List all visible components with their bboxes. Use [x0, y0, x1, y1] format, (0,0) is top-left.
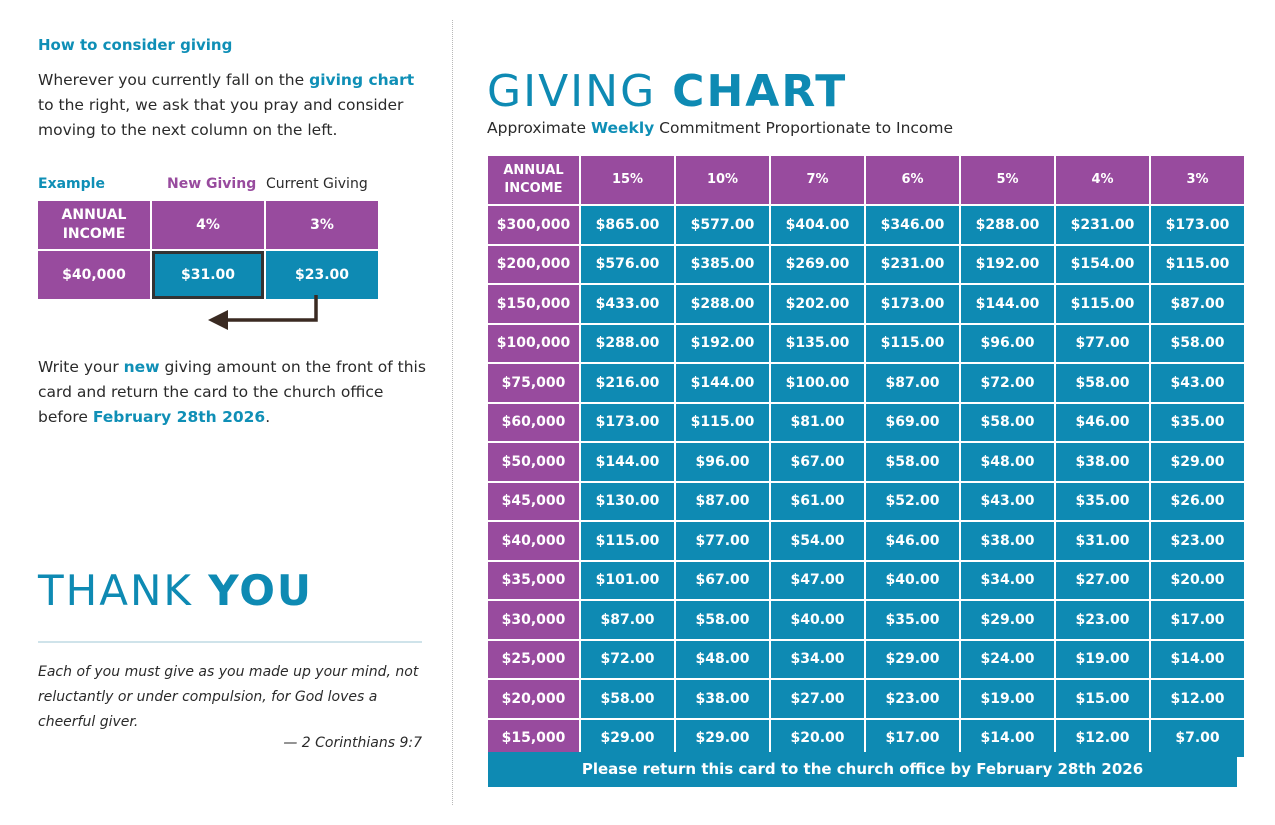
- amount-cell: $269.00: [771, 246, 864, 284]
- income-cell: $75,000: [488, 364, 579, 402]
- amount-cell: $38.00: [1056, 443, 1149, 481]
- amount-cell: $72.00: [961, 364, 1054, 402]
- amount-cell: $29.00: [581, 720, 674, 758]
- giving-chart-subtitle: Approximate Weekly Commitment Proportionate to Income: [487, 119, 954, 137]
- amount-cell: $87.00: [676, 483, 769, 521]
- income-cell: $15,000: [488, 720, 579, 758]
- amount-cell: $144.00: [581, 443, 674, 481]
- table-row: [488, 522, 1244, 560]
- example-header-new: 4%: [152, 201, 264, 249]
- table-row: [488, 246, 1244, 284]
- amount-cell: $7.00: [1151, 720, 1244, 758]
- amount-cell: $231.00: [1056, 206, 1149, 244]
- intro-text-pre: Wherever you currently fall on the: [38, 71, 310, 89]
- amount-cell: $23.00: [866, 680, 959, 718]
- amount-cell: $46.00: [866, 522, 959, 560]
- amount-cell: $14.00: [961, 720, 1054, 758]
- amount-cell: $19.00: [961, 680, 1054, 718]
- amount-cell: $87.00: [1151, 285, 1244, 323]
- amount-cell: $23.00: [1056, 601, 1149, 639]
- amount-cell: $288.00: [676, 285, 769, 323]
- income-cell: $45,000: [488, 483, 579, 521]
- current-giving-label: Current Giving: [266, 176, 368, 192]
- amount-cell: $144.00: [961, 285, 1054, 323]
- amount-cell: $81.00: [771, 404, 864, 442]
- example-label: Example: [38, 176, 105, 192]
- amount-cell: $87.00: [581, 601, 674, 639]
- chart-header-pct: 15%: [581, 156, 674, 204]
- table-row: [488, 404, 1244, 442]
- example-current-amount: $23.00: [266, 251, 378, 299]
- example-table: [36, 199, 380, 301]
- amount-cell: $77.00: [1056, 325, 1149, 363]
- amount-cell: $577.00: [676, 206, 769, 244]
- amount-cell: $43.00: [961, 483, 1054, 521]
- chart-header-pct: 4%: [1056, 156, 1149, 204]
- amount-cell: $144.00: [676, 364, 769, 402]
- amount-cell: $29.00: [866, 641, 959, 679]
- amount-cell: $38.00: [961, 522, 1054, 560]
- amount-cell: $58.00: [866, 443, 959, 481]
- amount-cell: $192.00: [961, 246, 1054, 284]
- consider-heading: How to consider giving: [38, 36, 233, 54]
- move-left-arrow-icon: [198, 290, 328, 335]
- amount-cell: $35.00: [866, 601, 959, 639]
- amount-cell: $43.00: [1151, 364, 1244, 402]
- amount-cell: $101.00: [581, 562, 674, 600]
- amount-cell: $135.00: [771, 325, 864, 363]
- chart-header-pct: 6%: [866, 156, 959, 204]
- amount-cell: $173.00: [866, 285, 959, 323]
- amount-cell: $14.00: [1151, 641, 1244, 679]
- amount-cell: $58.00: [961, 404, 1054, 442]
- amount-cell: $35.00: [1151, 404, 1244, 442]
- amount-cell: $17.00: [866, 720, 959, 758]
- amount-cell: $48.00: [676, 641, 769, 679]
- amount-cell: $115.00: [866, 325, 959, 363]
- amount-cell: $96.00: [961, 325, 1054, 363]
- new-giving-label: New Giving: [167, 176, 257, 192]
- intro-text-post: to the right, we ask that you pray and consider moving to the next column on the left.: [38, 96, 404, 139]
- amount-cell: $69.00: [866, 404, 959, 442]
- amount-cell: $61.00: [771, 483, 864, 521]
- amount-cell: $130.00: [581, 483, 674, 521]
- amount-cell: $216.00: [581, 364, 674, 402]
- write-instructions: Write your new giving amount on the front of this card and return the card to the church office before February 28th 2026.: [38, 358, 426, 426]
- amount-cell: $34.00: [961, 562, 1054, 600]
- income-cell: $20,000: [488, 680, 579, 718]
- amount-cell: $47.00: [771, 562, 864, 600]
- amount-cell: $40.00: [866, 562, 959, 600]
- amount-cell: $115.00: [581, 522, 674, 560]
- income-cell: $60,000: [488, 404, 579, 442]
- amount-cell: $173.00: [1151, 206, 1244, 244]
- amount-cell: $38.00: [676, 680, 769, 718]
- table-row: [488, 562, 1244, 600]
- income-cell: $300,000: [488, 206, 579, 244]
- example-new-amount: $31.00: [152, 251, 264, 299]
- verse-citation: — 2 Corinthians 9:7: [283, 735, 422, 751]
- amount-cell: $231.00: [866, 246, 959, 284]
- amount-cell: $67.00: [771, 443, 864, 481]
- amount-cell: $12.00: [1151, 680, 1244, 718]
- example-income: $40,000: [38, 251, 150, 299]
- amount-cell: $29.00: [676, 720, 769, 758]
- amount-cell: $40.00: [771, 601, 864, 639]
- table-row: [488, 285, 1244, 323]
- example-header-income: ANNUAL INCOME: [38, 201, 150, 249]
- amount-cell: $87.00: [866, 364, 959, 402]
- table-row: [488, 206, 1244, 244]
- amount-cell: $404.00: [771, 206, 864, 244]
- table-row: [488, 364, 1244, 402]
- income-cell: $200,000: [488, 246, 579, 284]
- amount-cell: $865.00: [581, 206, 674, 244]
- amount-cell: $54.00: [771, 522, 864, 560]
- income-cell: $25,000: [488, 641, 579, 679]
- income-cell: $100,000: [488, 325, 579, 363]
- deadline-date: February 28th 2026: [92, 408, 266, 426]
- amount-cell: $576.00: [581, 246, 674, 284]
- amount-cell: $35.00: [1056, 483, 1149, 521]
- amount-cell: $27.00: [1056, 562, 1149, 600]
- amount-cell: $29.00: [1151, 443, 1244, 481]
- amount-cell: $67.00: [676, 562, 769, 600]
- intro-highlight: giving chart: [309, 71, 415, 89]
- table-row: [488, 443, 1244, 481]
- amount-cell: $77.00: [676, 522, 769, 560]
- table-row: [488, 680, 1244, 718]
- thank-you-heading: THANK YOU: [38, 566, 314, 615]
- amount-cell: $58.00: [1151, 325, 1244, 363]
- table-row: [488, 325, 1244, 363]
- amount-cell: $20.00: [771, 720, 864, 758]
- amount-cell: $31.00: [1056, 522, 1149, 560]
- amount-cell: $46.00: [1056, 404, 1149, 442]
- amount-cell: $52.00: [866, 483, 959, 521]
- amount-cell: $58.00: [676, 601, 769, 639]
- amount-cell: $23.00: [1151, 522, 1244, 560]
- chart-header-income: ANNUAL INCOME: [488, 156, 579, 204]
- income-cell: $150,000: [488, 285, 579, 323]
- amount-cell: $15.00: [1056, 680, 1149, 718]
- chart-header-pct: 5%: [961, 156, 1054, 204]
- amount-cell: $100.00: [771, 364, 864, 402]
- amount-cell: $288.00: [581, 325, 674, 363]
- amount-cell: $385.00: [676, 246, 769, 284]
- income-cell: $50,000: [488, 443, 579, 481]
- amount-cell: $34.00: [771, 641, 864, 679]
- amount-cell: $24.00: [961, 641, 1054, 679]
- panel-divider: [452, 20, 453, 805]
- income-cell: $40,000: [488, 522, 579, 560]
- table-row: [488, 641, 1244, 679]
- giving-chart-table: [486, 154, 1246, 759]
- amount-cell: $27.00: [771, 680, 864, 718]
- chart-header-row: [488, 156, 1244, 204]
- amount-cell: $288.00: [961, 206, 1054, 244]
- amount-cell: $115.00: [676, 404, 769, 442]
- amount-cell: $29.00: [961, 601, 1054, 639]
- amount-cell: $154.00: [1056, 246, 1149, 284]
- chart-header-pct: 7%: [771, 156, 864, 204]
- amount-cell: $58.00: [581, 680, 674, 718]
- amount-cell: $19.00: [1056, 641, 1149, 679]
- amount-cell: $48.00: [961, 443, 1054, 481]
- intro-paragraph: [38, 68, 428, 143]
- income-cell: $30,000: [488, 601, 579, 639]
- amount-cell: $72.00: [581, 641, 674, 679]
- example-header-current: 3%: [266, 201, 378, 249]
- divider-rule: [38, 641, 422, 643]
- chart-header-pct: 3%: [1151, 156, 1244, 204]
- giving-chart-title: GIVING CHART: [487, 66, 848, 117]
- amount-cell: $115.00: [1056, 285, 1149, 323]
- amount-cell: $346.00: [866, 206, 959, 244]
- chart-header-pct: 10%: [676, 156, 769, 204]
- amount-cell: $192.00: [676, 325, 769, 363]
- amount-cell: $17.00: [1151, 601, 1244, 639]
- amount-cell: $26.00: [1151, 483, 1244, 521]
- return-card-banner: Please return this card to the church office by February 28th 2026: [488, 752, 1237, 787]
- amount-cell: $173.00: [581, 404, 674, 442]
- bible-verse: Each of you must give as you made up your mind, not reluctantly or under compulsion, for God loves a cheerful giver.: [38, 664, 419, 730]
- amount-cell: $20.00: [1151, 562, 1244, 600]
- amount-cell: $58.00: [1056, 364, 1149, 402]
- amount-cell: $12.00: [1056, 720, 1149, 758]
- amount-cell: $115.00: [1151, 246, 1244, 284]
- amount-cell: $202.00: [771, 285, 864, 323]
- table-row: [488, 483, 1244, 521]
- amount-cell: $96.00: [676, 443, 769, 481]
- table-row: [488, 601, 1244, 639]
- income-cell: $35,000: [488, 562, 579, 600]
- amount-cell: $433.00: [581, 285, 674, 323]
- left-panel: [38, 0, 428, 825]
